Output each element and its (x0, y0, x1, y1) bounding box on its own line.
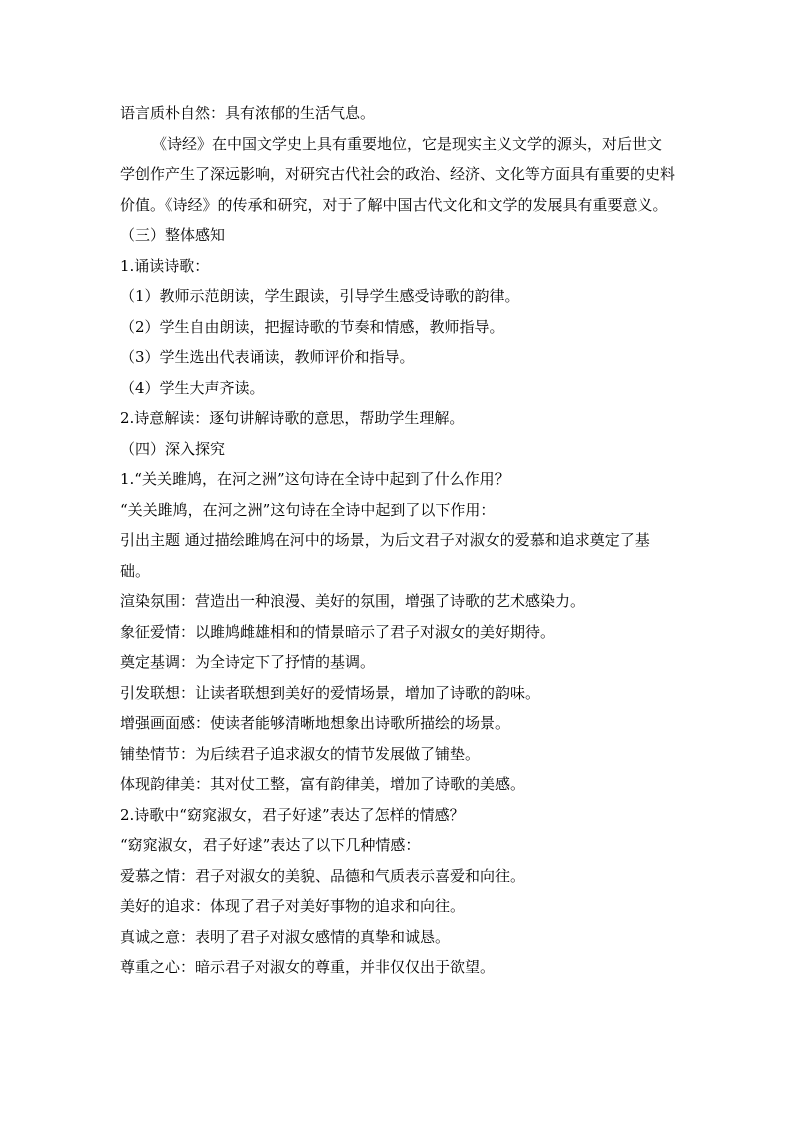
answer-1-point-theme: 引出主题 通过描绘雎鸠在河中的场景，为后文君子对淑女的爱慕和追求奠定了基础。 (120, 531, 650, 580)
answer-2-point-respect: 尊重之心：暗示君子对淑女的尊重，并非仅仅出于欲望。 (120, 958, 496, 976)
answer-1-point-tone: 奠定基调：为全诗定下了抒情的基调。 (120, 653, 376, 671)
document-body (120, 98, 676, 983)
answer-1-point-symbol: 象征爱情：以雎鸠雌雄相和的情景暗示了君子对淑女的美好期待。 (120, 622, 556, 641)
question-2: 2.诗歌中“窈窕淑女，君子好逑”表达了怎样的情感？ (120, 805, 465, 824)
list-item-recite-4: （4）学生大声齐读。 (120, 378, 265, 397)
answer-1-point-atmosphere: 渲染氛围：营造出一种浪漫、美好的氛围，增强了诗歌的艺术感染力。 (120, 592, 586, 610)
answer-1-point-association: 引发联想：让读者联想到美好的爱情场景，增加了诗歌的韵味。 (120, 683, 541, 702)
section-heading-deep-inquiry: （四）深入探究 (120, 439, 226, 458)
answer-1-point-imagery: 增强画面感：使读者能够清晰地想象出诗歌所描绘的场景。 (120, 714, 511, 732)
paragraph-shijing-status: 《诗经》在中国文学史上具有重要地位，它是现实主义文学的源头，对后世文学创作产生了深远影响，对研究古代社会的政治、经济、文化等方面具有重要的史料价值。《诗经》的传承和研究，对于了解中国古代文化和文学的发展具有重要意义。 (120, 134, 676, 214)
section-heading-overall-perception: （三）整体感知 (120, 226, 226, 244)
answer-2-point-admiration: 爱慕之情：君子对淑女的美貌、品德和气质表示喜爱和向往。 (120, 866, 526, 885)
answer-2-intro: “窈窕淑女，君子好逑”表达了以下几种情感： (120, 836, 421, 854)
list-heading-recite: 1.诵读诗歌： (120, 256, 210, 275)
answer-1-point-plot: 铺垫情节：为后续君子追求淑女的情节发展做了铺垫。 (120, 744, 481, 763)
list-heading-interpretation: 2.诗意解读：逐句讲解诗歌的意思，帮助学生理解。 (120, 409, 465, 427)
answer-1-intro: “关关雎鸠，在河之洲”这句诗在全诗中起到了以下作用： (120, 500, 496, 519)
answer-2-point-pursuit: 美好的追求：体现了君子对美好事物的追求和向往。 (120, 897, 466, 915)
list-item-recite-1: （1）教师示范朗读，学生跟读，引导学生感受诗歌的韵律。 (120, 287, 520, 305)
list-item-recite-2: （2）学生自由朗读，把握诗歌的节奏和情感，教师指导。 (120, 317, 505, 336)
answer-2-point-sincerity: 真诚之意：表明了君子对淑女感情的真挚和诚恳。 (120, 927, 451, 946)
paragraph-language-style: 语言质朴自然：具有浓郁的生活气息。 (120, 104, 376, 122)
question-1: 1.“关关雎鸠，在河之洲”这句诗在全诗中起到了什么作用？ (120, 470, 510, 488)
list-item-recite-3: （3）学生选出代表诵读，教师评价和指导。 (120, 348, 415, 366)
answer-1-point-rhythm: 体现韵律美：其对仗工整，富有韵律美，增加了诗歌的美感。 (120, 775, 526, 793)
